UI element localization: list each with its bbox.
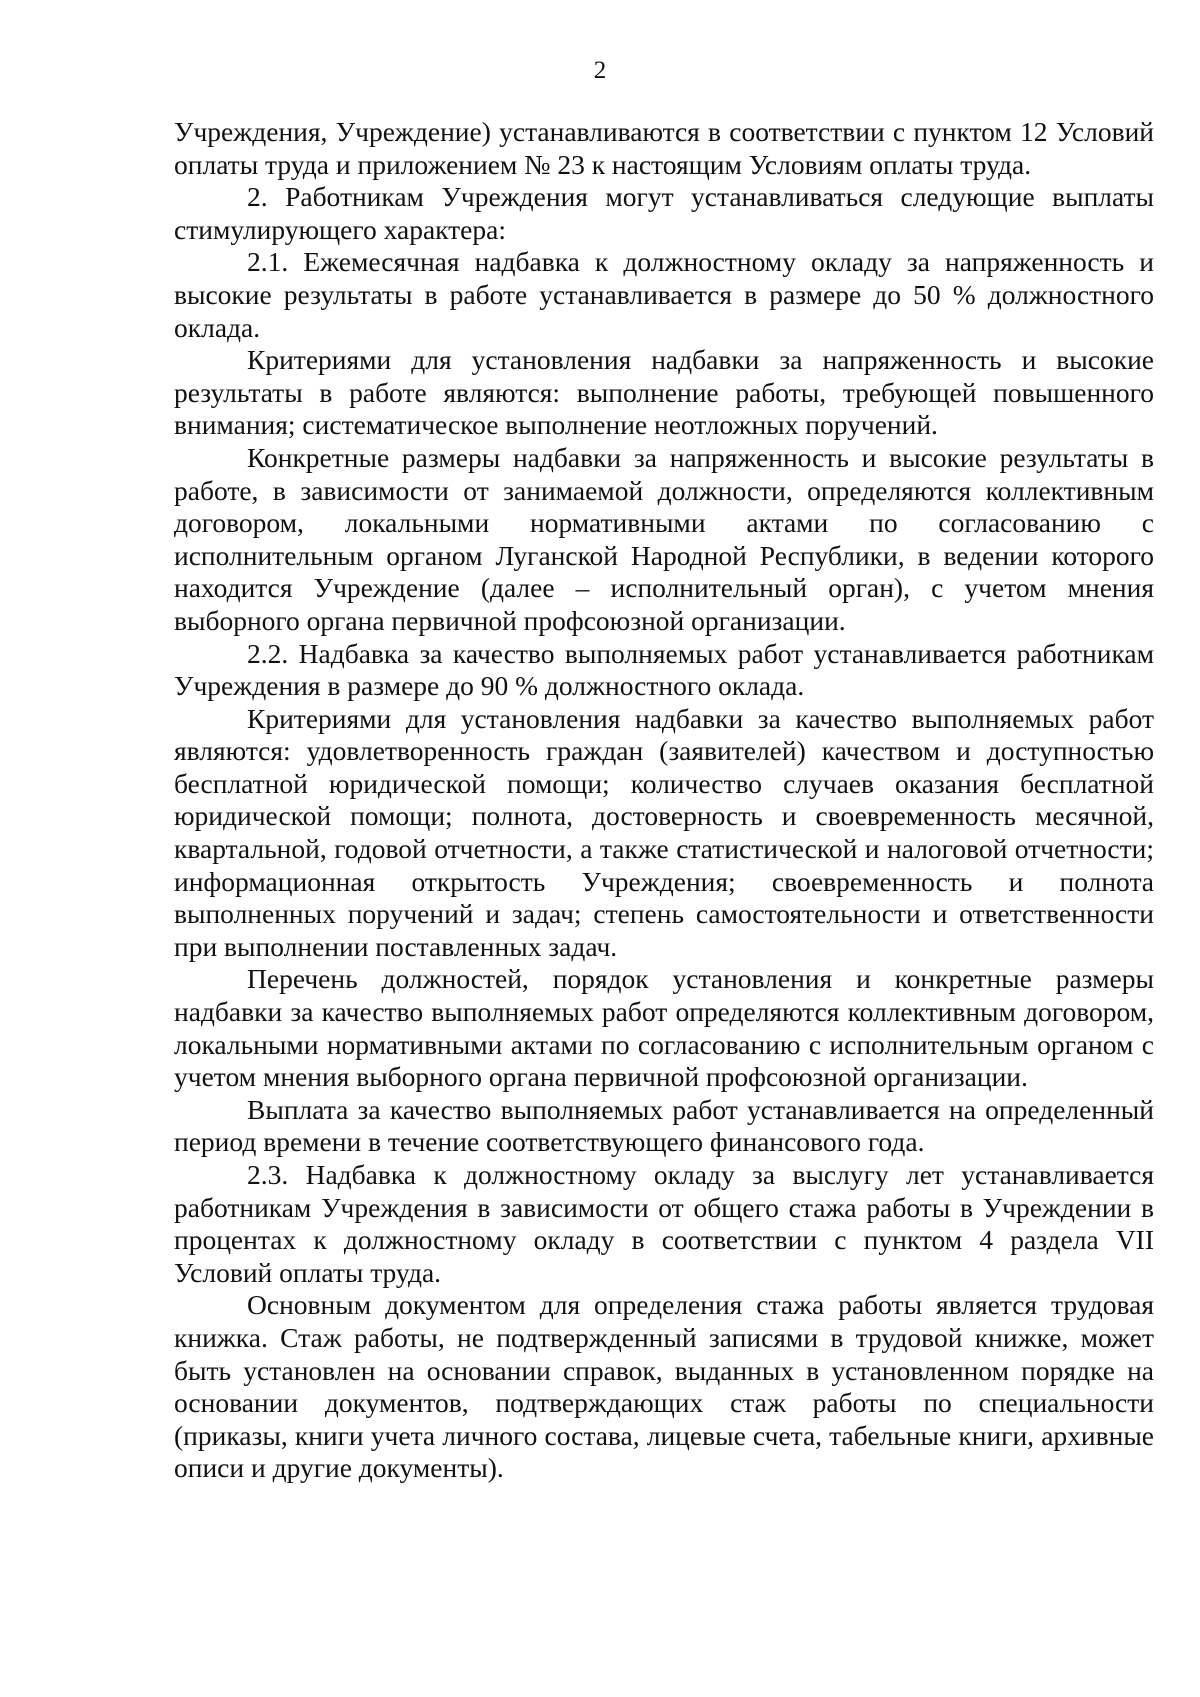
paragraph-criteria-intensity: Критериями для установления надбавки за напряженность и высокие результаты в работе являются: выполнение работы, требующей повышенного внимания; систематическое выполнение неотложных поручений.	[174, 344, 1154, 441]
paragraph-work-experience-document: Основным документом для определения стажа работы является трудовая книжка. Стаж работы, не подтвержденный записями в трудовой книжке, может быть установлен на основании справок, выданных в установленном порядке на основании документов, подтверждающих стаж работы по специальности (приказы, книги учета личного состава, лицевые счета, табельные книги, архивные описи и другие документы).	[174, 1289, 1154, 1484]
page-number: 2	[593, 57, 607, 84]
paragraph-quality-payment-period: Выплата за качество выполняемых работ устанавливается на определенный период времени в течение соответствующего финансового года.	[174, 1093, 1154, 1158]
paragraph-sizes-intensity: Конкретные размеры надбавки за напряженность и высокие результаты в работе, в зависимости от занимаемой должности, определяются коллективным договором, локальными нормативными актами по согласованию с исполнительным органом Луганской Народной Республики, в ведении которого находится Учреждение (далее – исполнительный орган), с учетом мнения выборного органа первичной профсоюзной организации.	[174, 441, 1154, 636]
paragraph-item-2-1: 2.1. Ежемесячная надбавка к должностному окладу за напряженность и высокие результаты в работе устанавливается в размере до 50 % должностного оклада.	[174, 246, 1154, 343]
paragraph-continuation: Учреждения, Учреждение) устанавливаются в соответствии с пунктом 12 Условий оплаты труда и приложением № 23 к настоящим Условиям оплаты труда.	[174, 116, 1154, 180]
paragraph-item-2-3: 2.3. Надбавка к должностному окладу за выслугу лет устанавливается работникам Учреждения в зависимости от общего стажа работы в Учреждении в процентах к должностному окладу в соответствии с пунктом 4 раздела VII Условий оплаты труда.	[174, 1159, 1154, 1288]
paragraph-item-2: 2. Работникам Учреждения могут устанавливаться следующие выплаты стимулирующего характера:	[174, 181, 1154, 245]
paragraph-criteria-quality: Критериями для установления надбавки за качество выполняемых работ являются: удовлетворенность граждан (заявителей) качеством и доступностью бесплатной юридической помощи; количество случаев оказания бесплатной юридической помощи; полнота, достоверность и своевременность месячной, квартальной, годовой отчетности, а также статистической и налоговой отчетности; информационная открытость Учреждения; своевременность и полнота выполненных поручений и задач; степень самостоятельности и ответственности при выполнении поставленных задач.	[174, 702, 1154, 962]
paragraph-item-2-2: 2.2. Надбавка за качество выполняемых работ устанавливается работникам Учреждения в размере до 90 % должностного оклада.	[174, 637, 1154, 702]
paragraph-positions-list: Перечень должностей, порядок установления и конкретные размеры надбавки за качество выполняемых работ определяются коллективным договором, локальными нормативными актами по согласованию с исполнительным органом с учетом мнения выборного органа первичной профсоюзной организации.	[174, 963, 1154, 1093]
document-body	[174, 116, 1154, 1485]
